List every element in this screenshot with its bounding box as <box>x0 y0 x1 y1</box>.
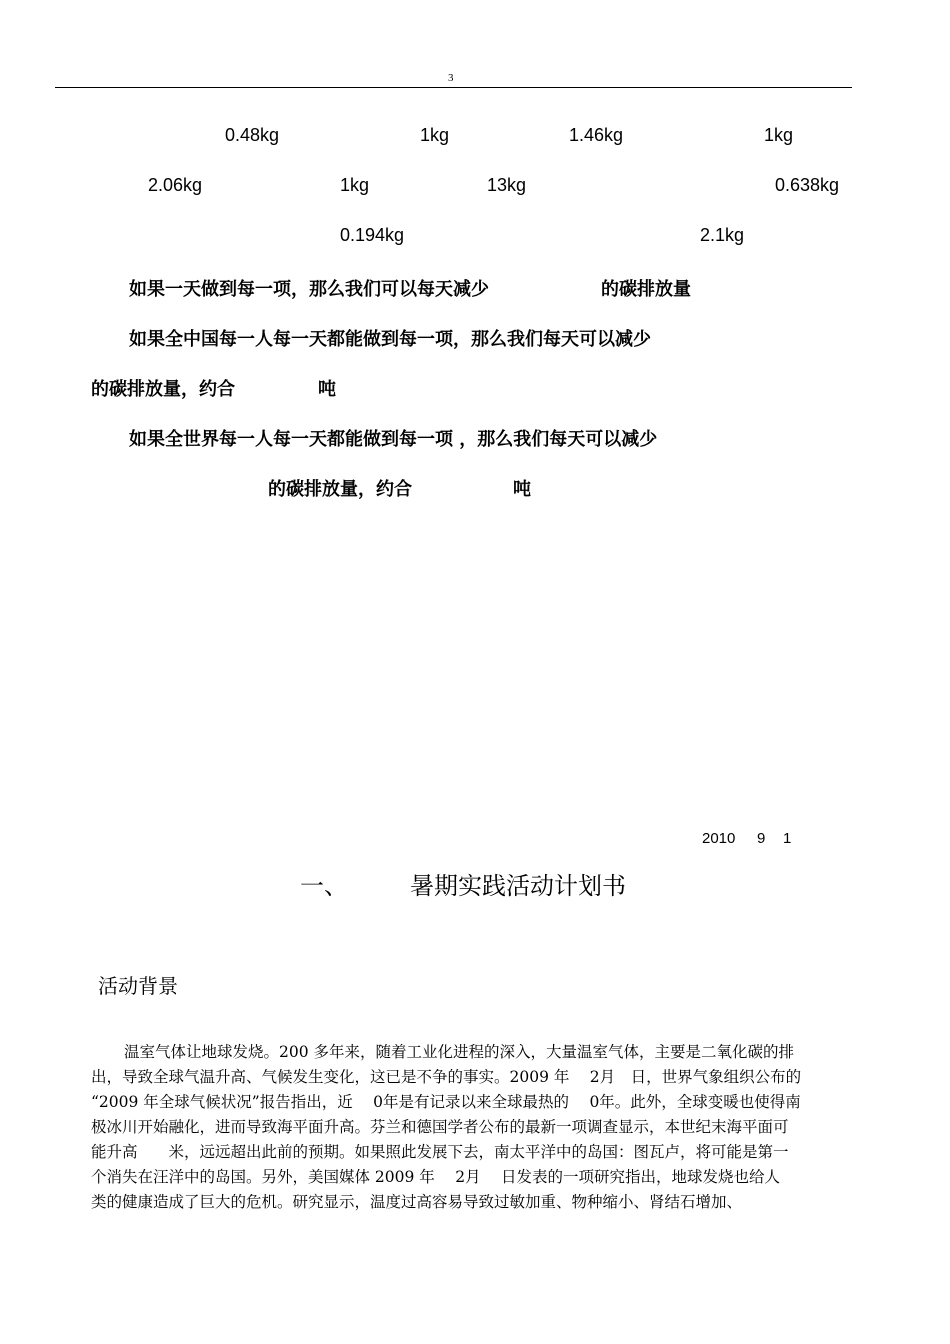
paragraph-line: 极冰川开始融化，进而导致海平面升高。芬兰和德国学者公布的最新一项调查显示，本世纪末海平面可 <box>91 1118 789 1136</box>
heading-number: 一、 <box>300 872 348 900</box>
world-statement-line1: 如果全世界每一人每一天都能做到每一项 ，那么我们每天可以减少 <box>129 429 658 450</box>
page-number: 3 <box>448 72 454 84</box>
value-cell: 2.06kg <box>148 175 203 195</box>
paragraph-line: 能升高 米，远远超出此前的预期。如果照此发展下去，南太平洋中的岛国：图瓦卢，将可能是第一 <box>91 1143 789 1161</box>
china-statement-line2-prefix: 的碳排放量，约合 <box>91 379 235 400</box>
paragraph-line: 出，导致全球气温升高、气候发生变化，这已是不争的事实。2009 年 2月 日，世界气象组织公布的 <box>91 1068 802 1086</box>
paragraph-line: 类的健康造成了巨大的危机。研究显示，温度过高容易导致过敏加重、物种缩小、肾结石增加、 <box>91 1193 743 1211</box>
china-statement-line1: 如果全中国每一人每一天都能做到每一项，那么我们每天可以减少 <box>129 329 651 350</box>
page-title: 暑期实践活动计划书 <box>410 872 626 900</box>
value-cell: 0.638kg <box>775 175 840 195</box>
china-statement-line2-suffix: 吨 <box>318 379 336 400</box>
value-cell: 0.48kg <box>225 125 280 145</box>
value-cell: 2.1kg <box>700 225 745 245</box>
section-title: 活动背景 <box>98 974 178 998</box>
value-cell: 13kg <box>487 175 527 195</box>
value-cell: 0.194kg <box>340 225 405 245</box>
value-cell: 1.46kg <box>569 125 624 145</box>
value-cell: 1kg <box>764 125 794 145</box>
paragraph-line: “2009 年全球气候状况”报告指出，近 0年是有记录以来全球最热的 0年。此外，全球变暖也使得南 <box>91 1093 801 1111</box>
world-statement-line2-prefix: 的碳排放量，约合 <box>268 479 412 500</box>
date-year: 2010 <box>702 830 736 847</box>
date-day: 1 <box>783 830 792 847</box>
value-cell: 1kg <box>420 125 450 145</box>
daily-statement-suffix: 的碳排放量 <box>601 279 691 300</box>
date-month: 9 <box>757 830 766 847</box>
paragraph-line: 温室气体让地球发烧。200 多年来，随着工业化进程的深入，大量温室气体，主要是二氧化碳的排 <box>124 1043 795 1061</box>
header-rule <box>55 87 852 88</box>
paragraph-line: 个消失在汪洋中的岛国。另外，美国媒体 2009 年 2月 日发表的一项研究指出，地球发烧也给人 <box>91 1168 781 1186</box>
value-cell: 1kg <box>340 175 370 195</box>
daily-statement-prefix: 如果一天做到每一项，那么我们可以每天减少 <box>129 279 489 300</box>
world-statement-line2-suffix: 吨 <box>513 479 531 500</box>
